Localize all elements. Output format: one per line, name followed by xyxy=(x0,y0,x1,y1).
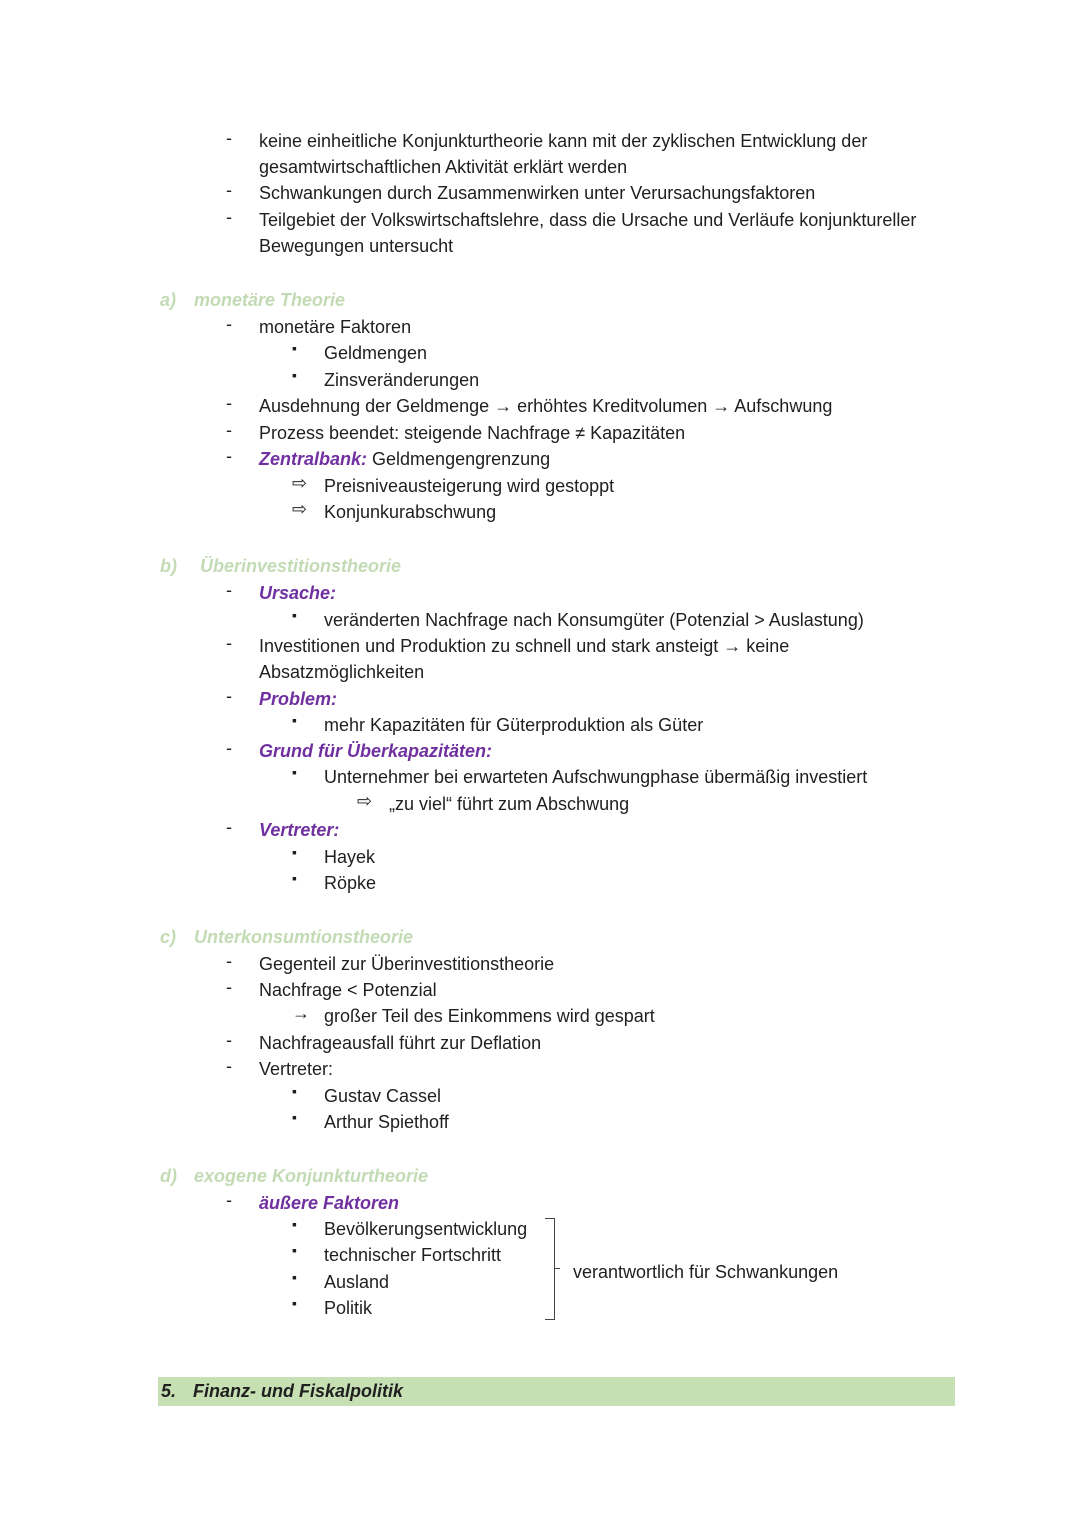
square-bullet-icon: ▪ xyxy=(292,1216,297,1232)
dash-bullet: - xyxy=(226,1190,232,1210)
a-line-2: Ausdehnung der Geldmenge → erhöhtes Kreditvolumen → Aufschwung xyxy=(259,396,833,416)
c-line-3: Nachfrageausfall führt zur Deflation xyxy=(259,1033,542,1053)
heading-title: exogene Konjunkturtheorie xyxy=(194,1166,429,1186)
vertreter-label: Vertreter: xyxy=(259,820,340,840)
vertreter-hayek: Hayek xyxy=(324,847,376,867)
dash-bullet: - xyxy=(226,128,232,148)
dash-bullet: - xyxy=(226,446,232,466)
arrow-right-icon: → xyxy=(292,1003,310,1023)
a-line-4 xyxy=(259,446,550,472)
factor-bevoelkerung: Bevölkerungsentwicklung xyxy=(324,1219,528,1239)
square-bullet-icon: ▪ xyxy=(292,1242,297,1258)
square-bullet-icon: ▪ xyxy=(292,607,297,623)
dash-bullet: - xyxy=(226,580,232,600)
square-bullet-icon: ▪ xyxy=(292,870,297,886)
a-result-2: Konjunkurabschwung xyxy=(324,502,497,522)
c-line-1: Gegenteil zur Überinvestitionstheorie xyxy=(259,954,555,974)
factor-ausland: Ausland xyxy=(324,1272,390,1292)
square-bullet-icon: ▪ xyxy=(292,1109,297,1125)
heading-letter: a) xyxy=(160,290,177,310)
dash-bullet: - xyxy=(226,393,232,413)
c-line-2: Nachfrage < Potenzial xyxy=(259,980,437,1000)
square-bullet-icon: ▪ xyxy=(292,712,297,728)
c-result: großer Teil des Einkommens wird gespart xyxy=(324,1006,655,1026)
dash-bullet: - xyxy=(226,633,232,653)
heading-unterkonsumtionstheorie xyxy=(160,924,413,950)
grund-result: „zu viel“ führt zum Abschwung xyxy=(389,794,630,814)
dash-bullet: - xyxy=(226,420,232,440)
grund-label: Grund für Überkapazitäten: xyxy=(259,741,493,761)
dash-bullet: - xyxy=(226,951,232,971)
section-heading-bar xyxy=(158,1377,955,1406)
heading-ueberinvestitionstheorie xyxy=(160,553,401,579)
zentralbank-text: Geldmengengrenzung xyxy=(367,449,551,469)
investitionen-line-1: Investitionen und Produktion zu schnell und stark ansteigt → keine xyxy=(259,636,790,656)
intro-line-4: Teilgebiet der Volkswirtschaftslehre, dass die Ursache und Verläufe konjunktureller xyxy=(259,210,917,230)
square-bullet-icon: ▪ xyxy=(292,1269,297,1285)
heading-letter: c) xyxy=(160,927,177,947)
vertreter-cassel: Gustav Cassel xyxy=(324,1086,442,1106)
dash-bullet: - xyxy=(226,1030,232,1050)
ursache-label: Ursache: xyxy=(259,583,337,603)
dash-bullet: - xyxy=(226,1056,232,1076)
a-bullet-1: Geldmengen xyxy=(324,343,428,363)
heading-title: Überinvestitionstheorie xyxy=(200,556,402,576)
square-bullet-icon: ▪ xyxy=(292,367,297,383)
heading-exogene-konjunkturtheorie xyxy=(160,1163,428,1189)
square-bullet-icon: ▪ xyxy=(292,1295,297,1311)
dash-bullet: - xyxy=(226,686,232,706)
section-number: 5. xyxy=(161,1381,177,1401)
a-line-1: monetäre Faktoren xyxy=(259,317,412,337)
hollow-arrow-icon: ⇨ xyxy=(357,791,373,811)
vertreter-spiethoff: Arthur Spiethoff xyxy=(324,1112,449,1132)
grund-item: Unternehmer bei erwarteten Aufschwungphase übermäßig investiert xyxy=(324,767,868,787)
investitionen-line-2: Absatzmöglichkeiten xyxy=(259,662,425,682)
curly-brace-tick xyxy=(554,1268,560,1269)
intro-line-1: keine einheitliche Konjunkturtheorie kann mit der zyklischen Entwicklung der xyxy=(259,131,868,151)
dash-bullet: - xyxy=(226,977,232,997)
intro-line-5: Bewegungen untersucht xyxy=(259,236,454,256)
ursache-item: veränderten Nachfrage nach Konsumgüter (Potenzial > Auslastung) xyxy=(324,610,864,630)
dash-bullet: - xyxy=(226,817,232,837)
heading-title: monetäre Theorie xyxy=(194,290,346,310)
intro-line-3: Schwankungen durch Zusammenwirken unter Verursachungsfaktoren xyxy=(259,183,816,203)
factor-fortschritt: technischer Fortschritt xyxy=(324,1245,502,1265)
dash-bullet: - xyxy=(226,314,232,334)
dash-bullet: - xyxy=(226,180,232,200)
zentralbank-label: Zentralbank: xyxy=(259,449,368,469)
section-title: Finanz- und Fiskalpolitik xyxy=(193,1381,404,1401)
aeussere-faktoren-label: äußere Faktoren xyxy=(259,1193,400,1213)
a-bullet-2: Zinsveränderungen xyxy=(324,370,480,390)
curly-brace xyxy=(545,1218,555,1320)
hollow-arrow-icon: ⇨ xyxy=(292,499,308,519)
hollow-arrow-icon: ⇨ xyxy=(292,473,308,493)
a-result-1: Preisniveausteigerung wird gestoppt xyxy=(324,476,615,496)
heading-monetaere-theorie xyxy=(160,287,345,313)
dash-bullet: - xyxy=(226,738,232,758)
square-bullet-icon: ▪ xyxy=(292,764,297,780)
intro-line-2: gesamtwirtschaftlichen Aktivität erklärt werden xyxy=(259,157,628,177)
c-line-4: Vertreter: xyxy=(259,1059,334,1079)
problem-label: Problem: xyxy=(259,689,338,709)
dash-bullet: - xyxy=(226,207,232,227)
vertreter-roepke: Röpke xyxy=(324,873,377,893)
square-bullet-icon: ▪ xyxy=(292,340,297,356)
square-bullet-icon: ▪ xyxy=(292,844,297,860)
heading-title: Unterkonsumtionstheorie xyxy=(194,927,414,947)
a-line-3: Prozess beendet: steigende Nachfrage ≠ Kapazitäten xyxy=(259,423,686,443)
heading-letter: b) xyxy=(160,556,177,576)
factors-note: verantwortlich für Schwankungen xyxy=(573,1262,839,1282)
factor-politik: Politik xyxy=(324,1298,373,1318)
problem-item: mehr Kapazitäten für Güterproduktion als Güter xyxy=(324,715,704,735)
heading-letter: d) xyxy=(160,1166,177,1186)
square-bullet-icon: ▪ xyxy=(292,1083,297,1099)
